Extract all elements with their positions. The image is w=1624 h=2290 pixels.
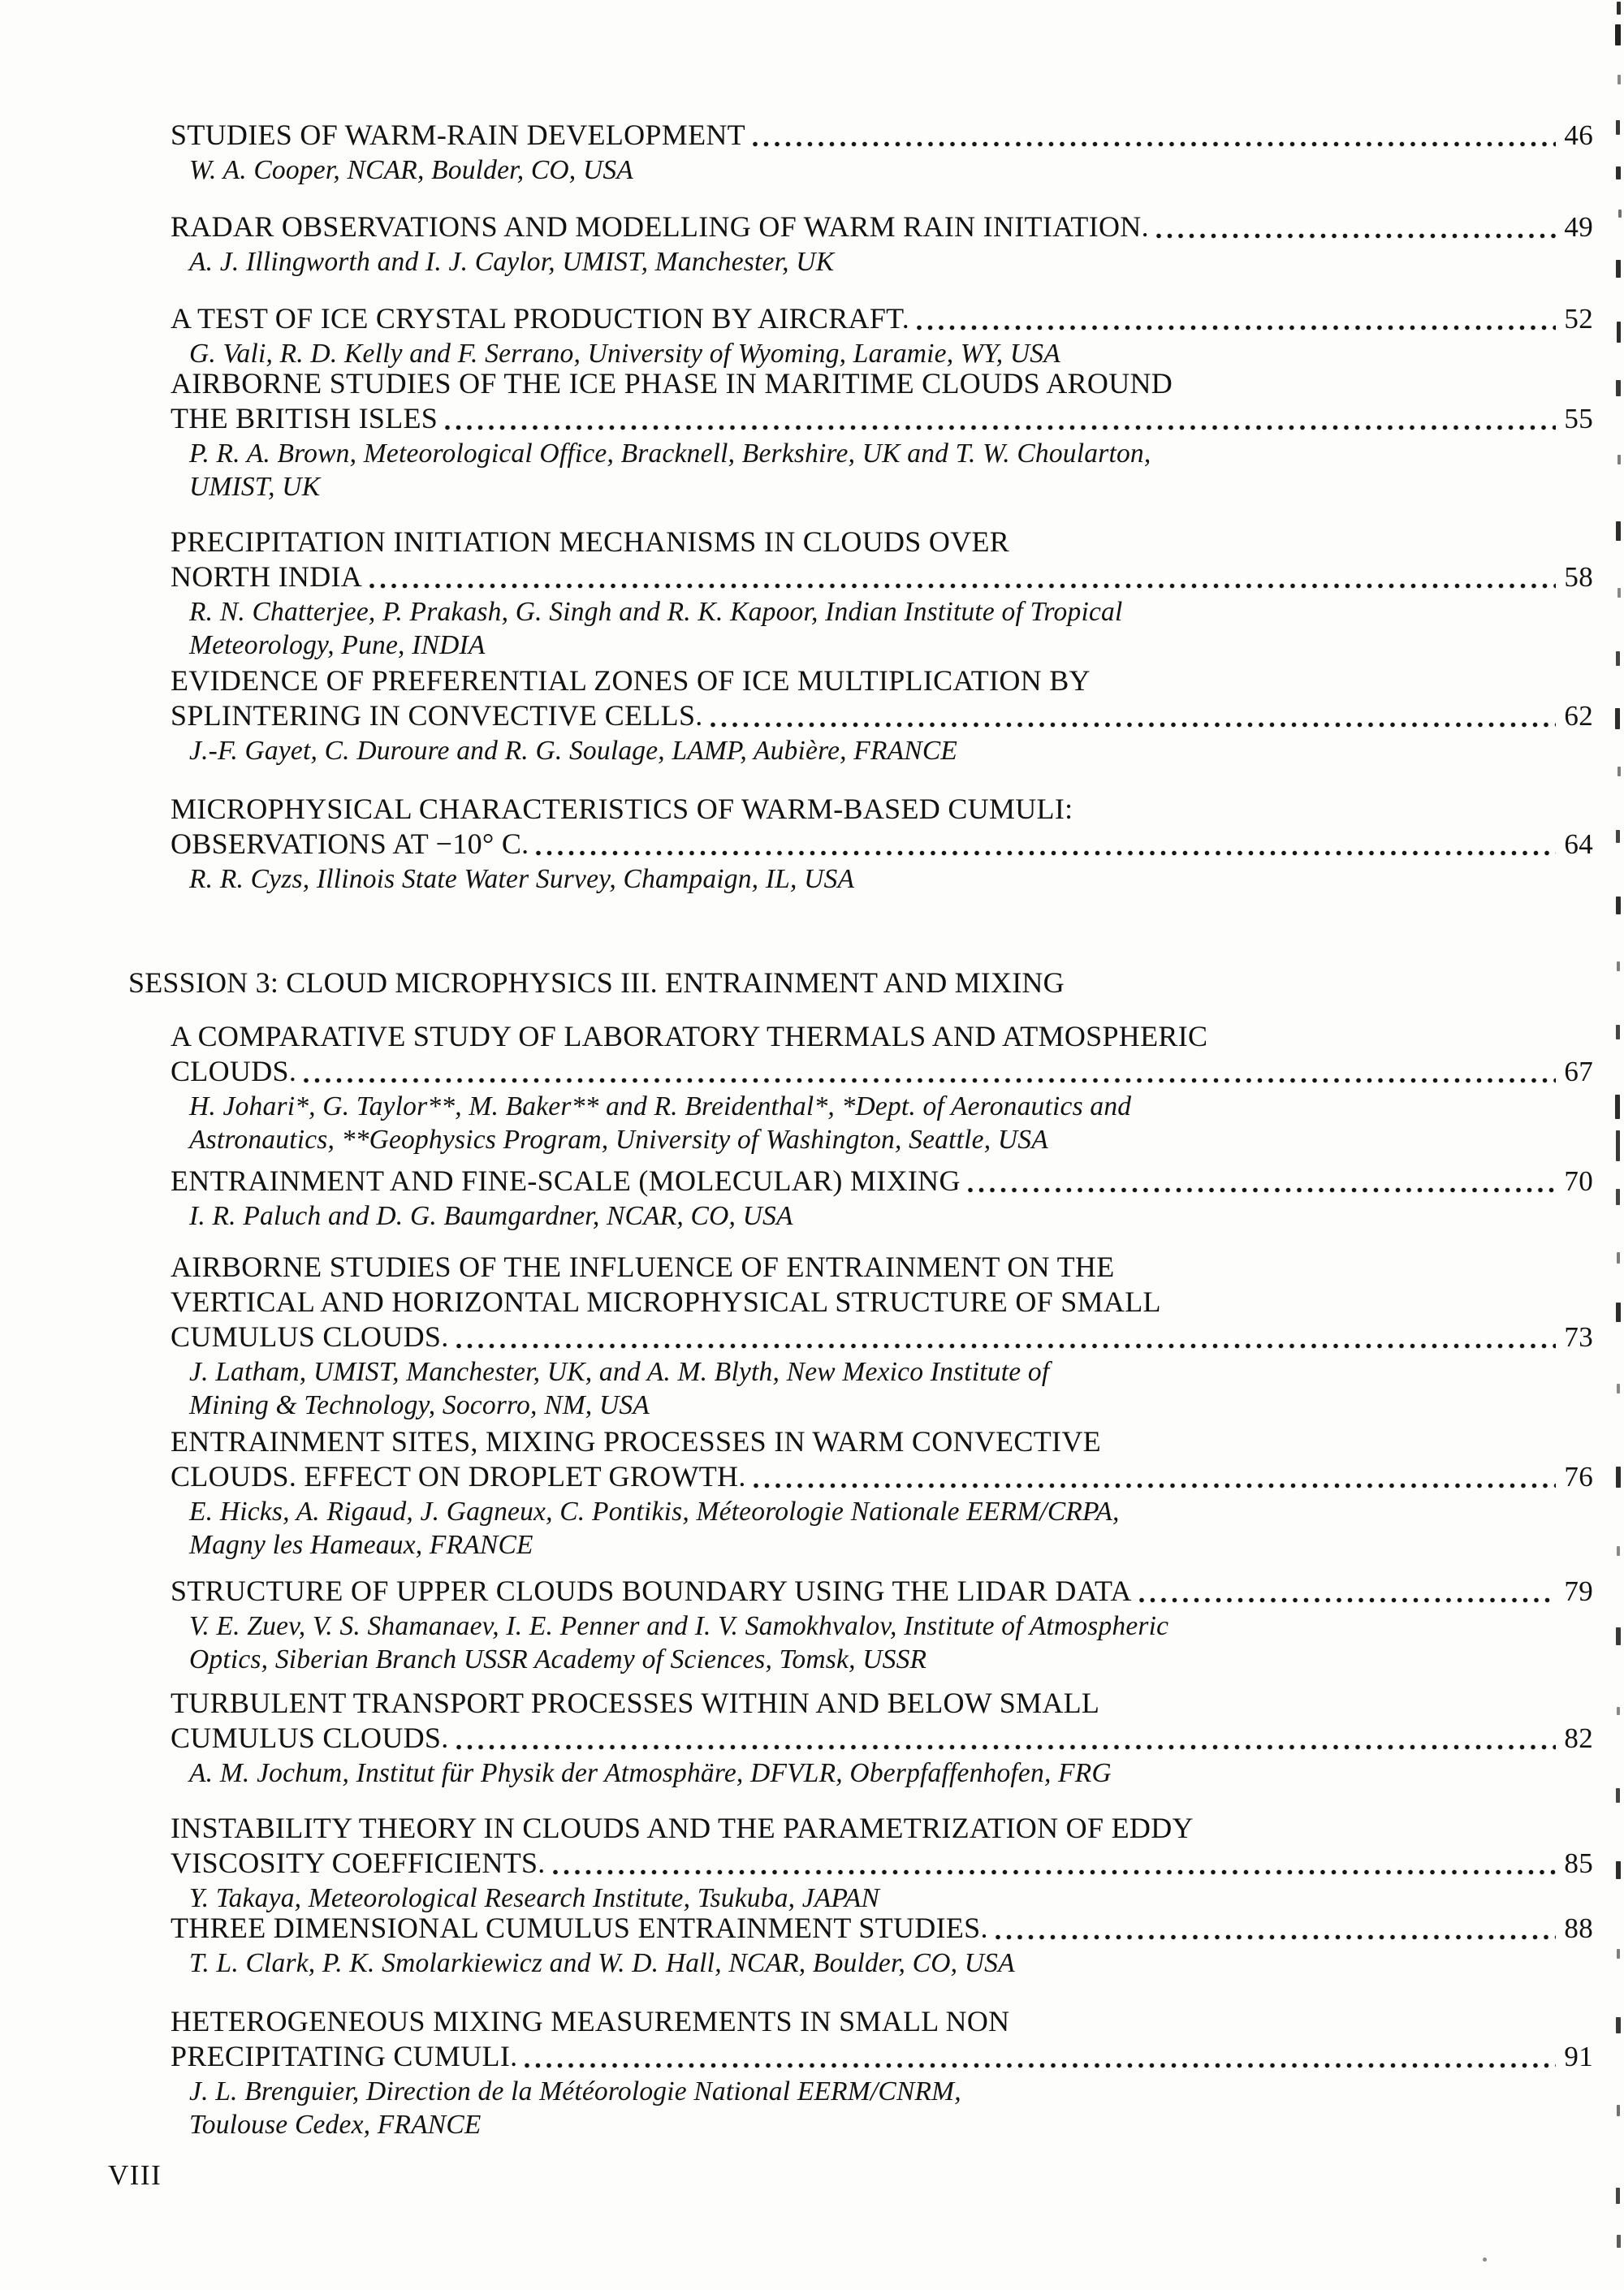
scan-artifact [1616,1861,1621,1879]
author-line: Magny les Hameaux, FRANCE [189,1530,533,1560]
toc-entry [171,118,1593,187]
author-line: R. N. Chatterjee, P. Prakash, G. Singh and R. K. Kapoor, Indian Institute of Tropical [189,597,1123,627]
author-line: J.-F. Gayet, C. Duroure and R. G. Soulage, LAMP, Aubière, FRANCE [189,736,958,766]
author-line: T. L. Clark, P. K. Smolarkiewicz and W. D. Hall, NCAR, Boulder, CO, USA [189,1948,1015,1978]
page-number: 62 [1564,700,1593,732]
author-line: P. R. A. Brown, Meteorological Office, Bracknell, Berkshire, UK and T. W. Choularton, [189,439,1151,469]
entry-title: PRECIPITATING CUMULI. [171,2040,518,2072]
scan-artifact [1616,1303,1621,1322]
dot-leader [445,425,1556,430]
scan-artifact [1616,2188,1620,2204]
scan-artifact [1616,651,1620,666]
scan-artifact [1483,2258,1487,2262]
author-line: R. R. Cyzs, Illinois State Water Survey, Champaign, IL, USA [189,864,855,894]
author-line: Astronautics, **Geophysics Program, University of Washington, Seattle, USA [189,1125,1048,1155]
page-number: 64 [1564,828,1593,860]
author-line: Optics, Siberian Branch USSR Academy of Sciences, Tomsk, USSR [189,1644,927,1674]
page-number: 55 [1564,403,1593,434]
author-line: G. Vali, R. D. Kelly and F. Serrano, University of Wyoming, Laramie, WY, USA [189,339,1060,369]
author-line: H. Johari*, G. Taylor**, M. Baker** and R. Breidenthal*, *Dept. of Aeronautics and [189,1091,1132,1121]
scan-artifact [1617,1949,1620,1959]
session-heading: SESSION 3: CLOUD MICROPHYSICS III. ENTRAINMENT AND MIXING [128,966,1065,999]
author-line: J. L. Brenguier, Direction de la Météorologie National EERM/CNRM, [189,2076,961,2106]
entry-title: EVIDENCE OF PREFERENTIAL ZONES OF ICE MULTIPLICATION BY [171,664,1091,697]
scan-artifact [1617,2105,1620,2116]
entry-title: MICROPHYSICAL CHARACTERISTICS OF WARM-BASED CUMULI: [171,793,1073,825]
author-line: Toulouse Cedex, FRANCE [189,2110,482,2140]
scan-artifact [1615,1095,1620,1119]
scan-artifact [1617,1384,1620,1393]
dot-leader [753,141,1556,147]
entry-title: RADAR OBSERVATIONS AND MODELLING OF WARM RAIN INITIATION. [171,210,1149,243]
entry-title: STUDIES OF WARM-RAIN DEVELOPMENT [171,119,745,151]
page-number: 79 [1564,1575,1593,1607]
author-line: V. E. Zuev, V. S. Shamanaev, I. E. Penner and I. V. Samokhvalov, Institute of Atmospheric [189,1611,1169,1641]
scan-artifact [1617,322,1621,343]
entry-title: ENTRAINMENT SITES, MIXING PROCESSES IN WARM CONVECTIVE [171,1425,1101,1458]
author-line: J. Latham, UMIST, Manchester, UK, and A. M. Blyth, New Mexico Institute of [189,1357,1050,1387]
dot-leader [754,1483,1557,1488]
page-number: 73 [1564,1321,1593,1353]
author-line: Meteorology, Pune, INDIA [189,630,486,660]
page-number: 70 [1564,1165,1593,1197]
scan-artifact [1617,2,1621,15]
scan-artifact [1615,708,1620,729]
author-line: A. J. Illingworth and I. J. Caylor, UMIST, Manchester, UK [189,247,835,277]
page-number: 82 [1564,1722,1593,1754]
toc-entry [171,1686,1593,1790]
toc-entry [171,1811,1593,1915]
scan-artifact [1616,1788,1620,1803]
page-number: 85 [1564,1847,1593,1879]
entry-title: STRUCTURE OF UPPER CLOUDS BOUNDARY USING THE LIDAR DATA [171,1575,1132,1607]
toc-entry [171,663,1593,767]
dot-leader [536,850,1556,856]
scan-artifact [1618,75,1621,84]
toc-entry [171,1424,1593,1562]
dot-leader [1156,233,1556,239]
page-number: 46 [1564,119,1593,151]
scan-artifact [1618,767,1621,776]
toc-entry [171,210,1593,279]
entry-title: NORTH INDIA [171,560,363,593]
entry-title: PRECIPITATION INITIATION MECHANISMS IN CLOUDS OVER [171,525,1010,558]
author-line: I. R. Paluch and D. G. Baumgardner, NCAR, CO, USA [189,1201,793,1231]
scan-artifact [1617,1707,1620,1715]
scan-artifact [1616,1025,1620,1039]
page-number: 88 [1564,1912,1593,1944]
scan-artifact [1616,380,1621,396]
author-line: Mining & Technology, Socorro, NM, USA [189,1390,650,1420]
toc-entry [171,1250,1593,1422]
entry-title: VERTICAL AND HORIZONTAL MICROPHYSICAL STRUCTURE OF SMALL [171,1285,1161,1318]
entry-title: SPLINTERING IN CONVECTIVE CELLS. [171,699,703,732]
author-line: E. Hicks, A. Rigaud, J. Gagneux, C. Pontikis, Méteorologie Nationale EERM/CRPA, [189,1497,1120,1527]
toc-entry [171,1911,1593,1980]
scan-artifact [1616,830,1620,843]
entry-title: TURBULENT TRANSPORT PROCESSES WITHIN AND BELOW SMALL [171,1687,1100,1719]
dot-leader [553,1869,1557,1875]
dot-leader [456,1343,1557,1349]
entry-title: INSTABILITY THEORY IN CLOUDS AND THE PARAMETRIZATION OF EDDY [171,1812,1194,1844]
scan-artifact [1617,1546,1620,1556]
scan-artifact [1617,2235,1621,2248]
toc-entry [171,2004,1593,2141]
author-line: A. M. Jochum, Institut für Physik der Atmosphäre, DFVLR, Oberpfaffenhofen, FRG [189,1758,1112,1788]
entry-title: CLOUDS. EFFECT ON DROPLET GROWTH. [171,1460,746,1493]
dot-leader [917,325,1556,331]
dot-leader [369,583,1556,589]
footer-page-number: VIII [108,2159,162,2191]
entry-title: CUMULUS CLOUDS. [171,1320,449,1353]
scan-artifact [1617,1252,1620,1264]
entry-title: AIRBORNE STUDIES OF THE INFLUENCE OF ENTRAINMENT ON THE [171,1251,1115,1283]
scan-artifact [1615,24,1621,45]
scan-artifact [1616,1189,1620,1205]
dot-leader [304,1078,1556,1083]
scan-artifact [1618,588,1621,598]
page-number: 76 [1564,1461,1593,1493]
entry-title: THE BRITISH ISLES [171,402,438,434]
scan-artifact [1616,260,1621,278]
entry-title: THREE DIMENSIONAL CUMULUS ENTRAINMENT STUDIES. [171,1912,988,1944]
dot-leader [968,1187,1557,1193]
page-number: 49 [1564,211,1593,243]
scan-artifact [1616,1627,1621,1645]
toc-entry [171,1574,1593,1676]
scan-artifact [1616,897,1621,914]
entry-title: ENTRAINMENT AND FINE-SCALE (MOLECULAR) MIXING [171,1164,961,1197]
dot-leader [996,1934,1557,1940]
scan-artifact [1616,2017,1621,2033]
entry-title: AIRBORNE STUDIES OF THE ICE PHASE IN MARITIME CLOUDS AROUND [171,367,1173,400]
entry-title: OBSERVATIONS AT −10° C. [171,827,529,860]
toc-entry [171,1164,1593,1233]
toc-entry [171,1019,1593,1156]
toc-entry [171,366,1593,503]
toc-entry [171,301,1593,370]
entry-title: A COMPARATIVE STUDY OF LABORATORY THERMALS AND ATMOSPHERIC [171,1020,1208,1052]
entry-title: CUMULUS CLOUDS. [171,1722,449,1754]
scan-artifact [1616,1467,1621,1488]
page-number: 52 [1564,303,1593,335]
page-number: 58 [1564,561,1593,593]
scan-artifact [1616,521,1621,541]
entry-title: CLOUDS. [171,1055,297,1087]
entry-title: A TEST OF ICE CRYSTAL PRODUCTION BY AIRCRAFT. [171,302,910,335]
toc-entry [171,792,1593,896]
author-line: Y. Takaya, Meteorological Research Institute, Tsukuba, JAPAN [189,1883,880,1913]
page-number: 91 [1564,2041,1593,2072]
scan-artifact [1616,1130,1620,1161]
author-line: UMIST, UK [189,472,321,502]
entry-title: HETEROGENEOUS MIXING MEASUREMENTS IN SMALL NON [171,2005,1010,2037]
scan-artifact [1617,961,1620,971]
scan-artifact [1618,455,1621,464]
scan-artifact [1616,166,1621,179]
author-line: W. A. Cooper, NCAR, Boulder, CO, USA [189,155,633,185]
toc-entry [171,525,1593,662]
dot-leader [456,1744,1557,1750]
dot-leader [525,2063,1556,2068]
page-number: 67 [1564,1056,1593,1087]
scan-artifact [1618,210,1622,218]
dot-leader [710,722,1557,728]
entry-title: VISCOSITY COEFFICIENTS. [171,1847,546,1879]
scan-artifact [1616,120,1620,135]
dot-leader [1139,1597,1557,1603]
